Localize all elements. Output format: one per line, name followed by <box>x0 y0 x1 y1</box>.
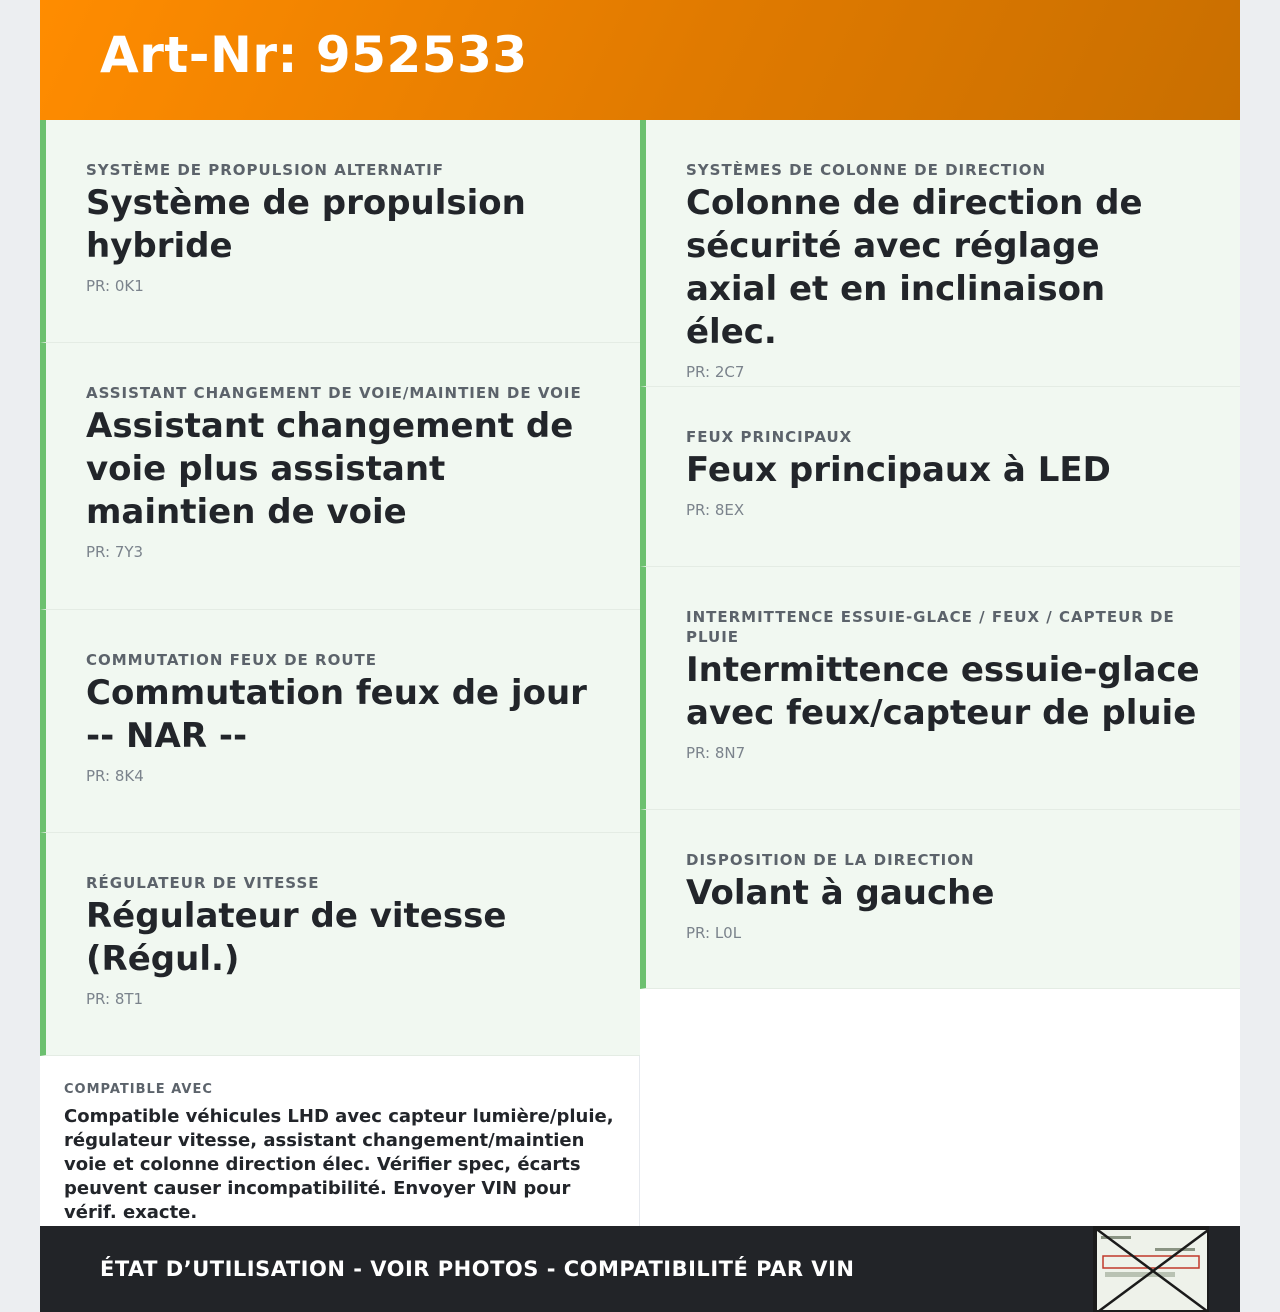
spec-card <box>640 810 1240 989</box>
compatibility-section <box>40 1056 640 1226</box>
spec-title: Colonne de direction de sécurité avec réglage axial et en inclinaison élec. <box>686 183 1143 352</box>
compatibility-label: COMPATIBLE AVEC <box>64 1082 213 1097</box>
spec-title: Régulateur de vitesse (Régul.) <box>86 896 507 979</box>
header-banner <box>40 0 1240 120</box>
spec-pr-code: PR: 2C7 <box>686 363 745 381</box>
spec-category: SYSTÈMES DE COLONNE DE DIRECTION <box>686 161 1047 179</box>
envelope-icon <box>1095 1228 1209 1312</box>
spec-pr-code: PR: 8N7 <box>686 744 746 762</box>
document-thumbnail-icon[interactable] <box>1093 1226 1209 1312</box>
spec-pr-code: PR: 8T1 <box>86 990 144 1008</box>
spec-title: Système de propulsion hybride <box>86 183 526 266</box>
spec-title: Assistant changement de voie plus assistant maintien de voie <box>86 406 574 532</box>
compatibility-text: Compatible véhicules LHD avec capteur lumière/pluie, régulateur vitesse, assistant changement/maintien voie et colonne direction élec. Vérifier spec, écarts peuvent causer incompatibilité. Envoyer VIN pour vérif. exacte. <box>64 1106 614 1223</box>
spec-card <box>40 120 640 343</box>
spec-category: ASSISTANT CHANGEMENT DE VOIE/MAINTIEN DE VOIE <box>86 384 582 402</box>
spec-pr-code: PR: 7Y3 <box>86 543 144 561</box>
spec-category: RÉGULATEUR DE VITESSE <box>86 874 320 892</box>
spec-pr-code: PR: 0K1 <box>86 277 144 295</box>
spec-column-right <box>640 120 1240 989</box>
spec-title: Feux principaux à LED <box>686 450 1111 490</box>
spec-card <box>40 833 640 1056</box>
spec-title: Intermittence essuie-glace avec feux/capteur de pluie <box>686 650 1200 733</box>
footer-banner <box>40 1226 1240 1312</box>
spec-category: FEUX PRINCIPAUX <box>686 428 853 446</box>
article-number-title: Art-Nr: 952533 <box>100 26 528 84</box>
spec-category: INTERMITTENCE ESSUIE-GLACE / FEUX / CAPTEUR DE PLUIE <box>686 608 1175 646</box>
spec-title: Commutation feux de jour -- NAR -- <box>86 673 587 756</box>
spec-card <box>40 343 640 610</box>
page <box>40 0 1240 1312</box>
spec-category: SYSTÈME DE PROPULSION ALTERNATIF <box>86 161 444 179</box>
spec-card <box>640 567 1240 810</box>
spec-title: Volant à gauche <box>686 873 995 913</box>
spec-pr-code: PR: 8EX <box>686 501 745 519</box>
spec-column-left <box>40 120 640 1056</box>
spec-card <box>640 387 1240 567</box>
spec-category: COMMUTATION FEUX DE ROUTE <box>86 651 377 669</box>
spec-pr-code: PR: 8K4 <box>86 767 144 785</box>
spec-pr-code: PR: L0L <box>686 924 742 942</box>
footer-text: ÉTAT D’UTILISATION - VOIR PHOTOS - COMPATIBILITÉ PAR VIN <box>100 1257 855 1281</box>
spec-card <box>40 610 640 833</box>
spec-card <box>640 120 1240 387</box>
spec-category: DISPOSITION DE LA DIRECTION <box>686 851 975 869</box>
